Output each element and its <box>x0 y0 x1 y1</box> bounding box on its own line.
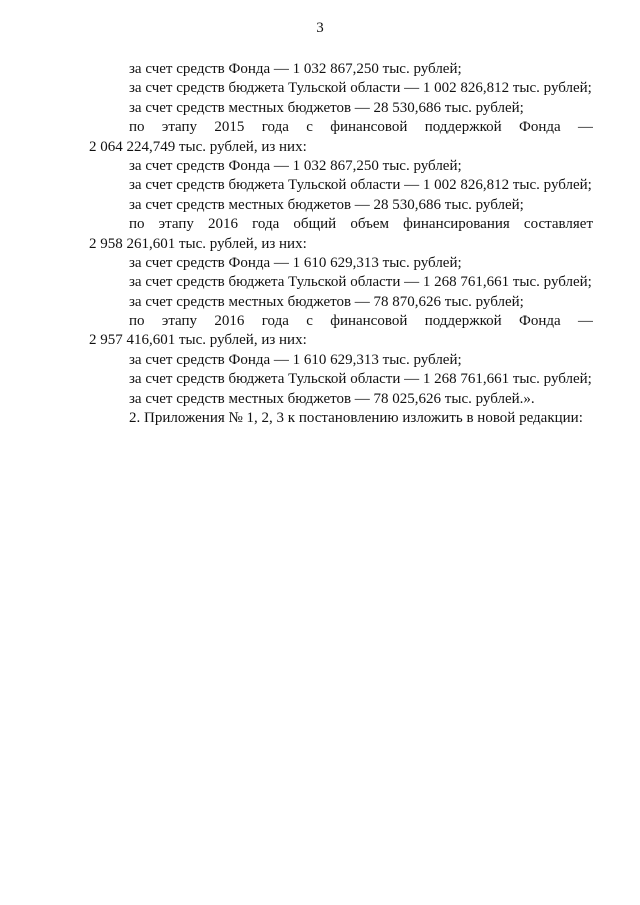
text-line: по этапу 2015 года с финансовой поддержкой Фонда — <box>129 119 593 136</box>
page-number: 3 <box>316 20 324 36</box>
text-line: за счет средств бюджета Тульской области — 1 268 761,661 тыс. рублей; <box>129 371 592 388</box>
text-line: за счет средств местных бюджетов — 78 025,626 тыс. рублей.». <box>129 390 535 407</box>
text-line: за счет средств местных бюджетов — 78 870,626 тыс. рублей; <box>129 293 524 310</box>
text-line: за счет средств бюджета Тульской области — 1 002 826,812 тыс. рублей; <box>129 80 592 97</box>
text-line: 2 957 416,601 тыс. рублей, из них: <box>89 332 307 349</box>
text-line: по этапу 2016 года с финансовой поддержкой Фонда — <box>129 313 593 330</box>
text-line: по этапу 2016 года общий объем финансирования составляет <box>129 216 593 233</box>
text-line: за счет средств местных бюджетов — 28 530,686 тыс. рублей; <box>129 99 524 116</box>
text-line: за счет средств местных бюджетов — 28 530,686 тыс. рублей; <box>129 196 524 213</box>
text-line: 2 958 261,601 тыс. рублей, из них: <box>89 235 307 252</box>
text-line: за счет средств Фонда — 1 032 867,250 тыс. рублей; <box>129 157 462 174</box>
text-line: 2 064 224,749 тыс. рублей, из них: <box>89 138 307 155</box>
text-line: за счет средств Фонда — 1 610 629,313 тыс. рублей; <box>129 351 462 368</box>
text-line: 2. Приложения № 1, 2, 3 к постановлению изложить в новой редакции: <box>129 410 583 427</box>
text-line: за счет средств бюджета Тульской области — 1 268 761,661 тыс. рублей; <box>129 274 592 291</box>
document-body <box>89 60 593 428</box>
text-line: за счет средств Фонда — 1 610 629,313 тыс. рублей; <box>129 254 462 271</box>
text-line: за счет средств Фонда — 1 032 867,250 тыс. рублей; <box>129 61 462 77</box>
text-line: за счет средств бюджета Тульской области — 1 002 826,812 тыс. рублей; <box>129 177 592 194</box>
